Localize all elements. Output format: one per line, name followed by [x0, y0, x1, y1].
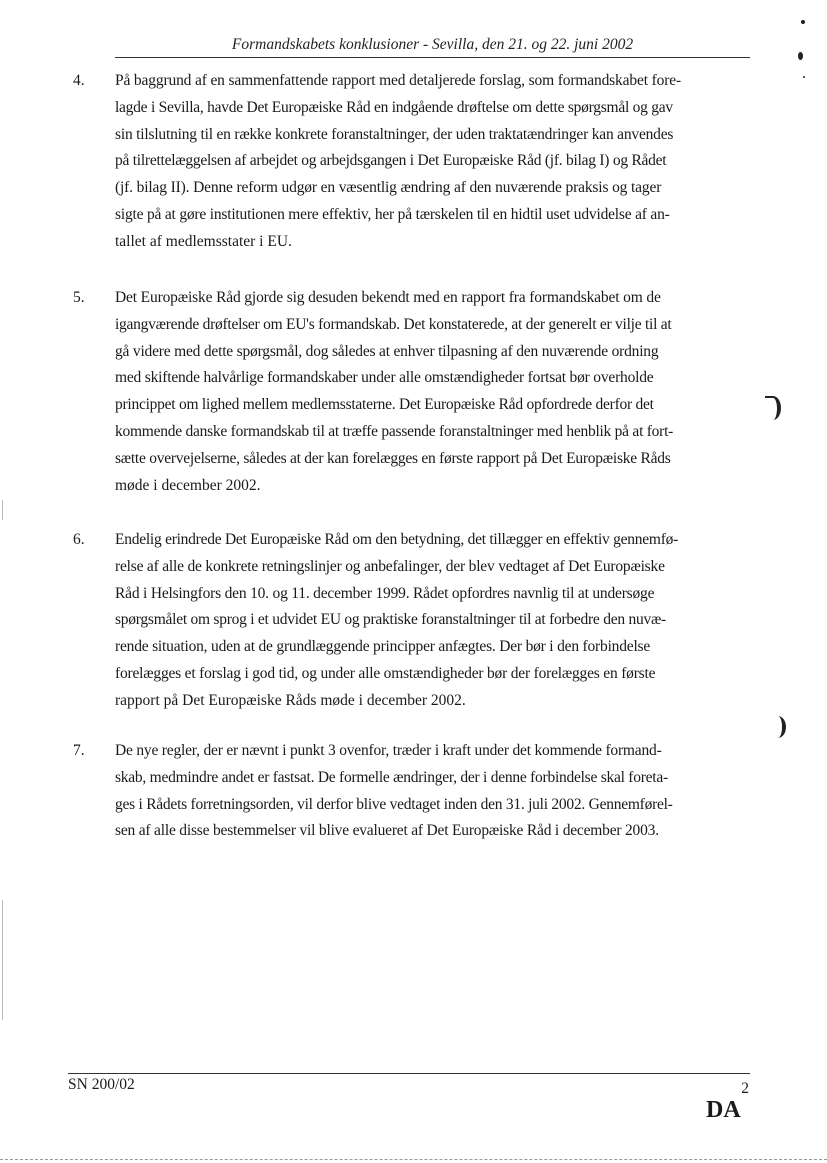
text-line: relse af alle de konkrete retningslinjer og anbefalinger, der blev vedtaget af Det Europæiske	[115, 557, 665, 575]
text-line: forelægges et forslag i god tid, og under alle omstændigheder bør der forelægges en første	[115, 664, 656, 682]
text-line: sin tilslutning til en række konkrete foranstaltninger, der uden traktatændringer kan anvendes	[115, 125, 674, 143]
text-line: med skiftende halvårlige formandskaber under alle omstændigheder fortsat bør overholde	[115, 369, 654, 387]
language-code: DA	[706, 1097, 741, 1123]
paragraph-text	[115, 527, 755, 715]
scan-artifact	[798, 52, 803, 60]
footer-rule	[68, 1073, 750, 1074]
paragraph-number: 4.	[73, 72, 85, 89]
paragraph-number: 5.	[73, 289, 85, 306]
punch-hole-mark	[765, 396, 781, 420]
text-line: gå videre med dette spørgsmål, dog således at enhver tilpasning af den nuværende ordning	[115, 342, 659, 360]
text-line: De nye regler, der er nævnt i punkt 3 ovenfor, træder i kraft under det kommende formand-	[115, 742, 662, 759]
text-line: kommende danske formandskab til at træffe passende foranstaltninger med henblik på at fort-	[115, 422, 674, 440]
text-line: Det Europæiske Råd gjorde sig desuden bekendt med en rapport fra formandskabet om de	[115, 289, 661, 306]
paragraph-text	[115, 68, 755, 256]
scan-artifact	[803, 76, 805, 78]
text-line: Endelig erindrede Det Europæiske Råd om den betydning, det tillægger en effektiv gennemfø-	[115, 531, 679, 548]
text-line: skab, medmindre andet er fastsat. De formelle ændringer, der i denne forbindelse skal foreta-	[115, 768, 668, 786]
text-line: spørgsmålet om sprog i et udvidet EU og praktiske foranstaltninger til at forbedre den nuvæ-	[115, 611, 666, 629]
text-line: møde i december 2002.	[115, 476, 261, 494]
paragraph-number: 7.	[73, 742, 85, 759]
text-line: igangværende drøftelser om EU's formandskab. Det konstaterede, at der generelt er vilje til at	[115, 315, 672, 333]
text-line: (jf. bilag II). Denne reform udgør en væsentlig ændring af den nuværende praksis og tager	[115, 179, 662, 197]
document-reference: SN 200/02	[68, 1076, 135, 1093]
text-line: sætte overvejelserne, således at der kan forelægges en første rapport på Det Europæiske Råds	[115, 449, 671, 467]
paragraph-text	[115, 285, 755, 499]
text-line: Råd i Helsingfors den 10. og 11. december 1999. Rådet opfordres navnlig til at undersøge	[115, 584, 655, 602]
text-line: rende situation, uden at de grundlæggende principper anfægtes. Der bør i den forbindelse	[115, 638, 651, 656]
punch-hole-mark	[770, 716, 786, 738]
scan-edge-line	[0, 1159, 827, 1160]
scan-artifact	[801, 20, 805, 24]
text-line: sigte på at gøre institutionen mere effektiv, her på tærskelen til en hidtil uset udvidelse af an-	[115, 205, 670, 223]
page-number: 2	[741, 1080, 749, 1097]
paragraph-number: 6.	[73, 531, 85, 548]
scan-artifact	[2, 900, 3, 1020]
header-rule	[115, 57, 750, 58]
text-line: tallet af medlemsstater i EU.	[115, 232, 292, 250]
running-header: Formandskabets konklusioner - Sevilla, den 21. og 22. juni 2002	[231, 36, 634, 53]
text-line: På baggrund af en sammenfattende rapport med detaljerede forslag, som formandskabet fore-	[115, 72, 681, 89]
text-line: lagde i Sevilla, havde Det Europæiske Råd en indgående drøftelse om dette spørgsmål og gav	[115, 98, 673, 116]
text-line: sen af alle disse bestemmelser vil blive evalueret af Det Europæiske Råd i december 2003.	[115, 822, 659, 840]
text-line: princippet om lighed mellem medlemsstaterne. Det Europæiske Råd opfordrede derfor det	[115, 396, 654, 414]
paragraph-text	[115, 738, 755, 845]
text-line: rapport på Det Europæiske Råds møde i december 2002.	[115, 691, 466, 709]
scan-artifact	[2, 500, 3, 520]
text-line: på tilrettelæggelsen af arbejdet og arbejdsgangen i Det Europæiske Råd (jf. bilag I) og Rådet	[115, 152, 667, 170]
text-line: ges i Rådets forretningsorden, vil derfor blive vedtaget inden den 31. juli 2002. Gennemførel-	[115, 795, 673, 813]
